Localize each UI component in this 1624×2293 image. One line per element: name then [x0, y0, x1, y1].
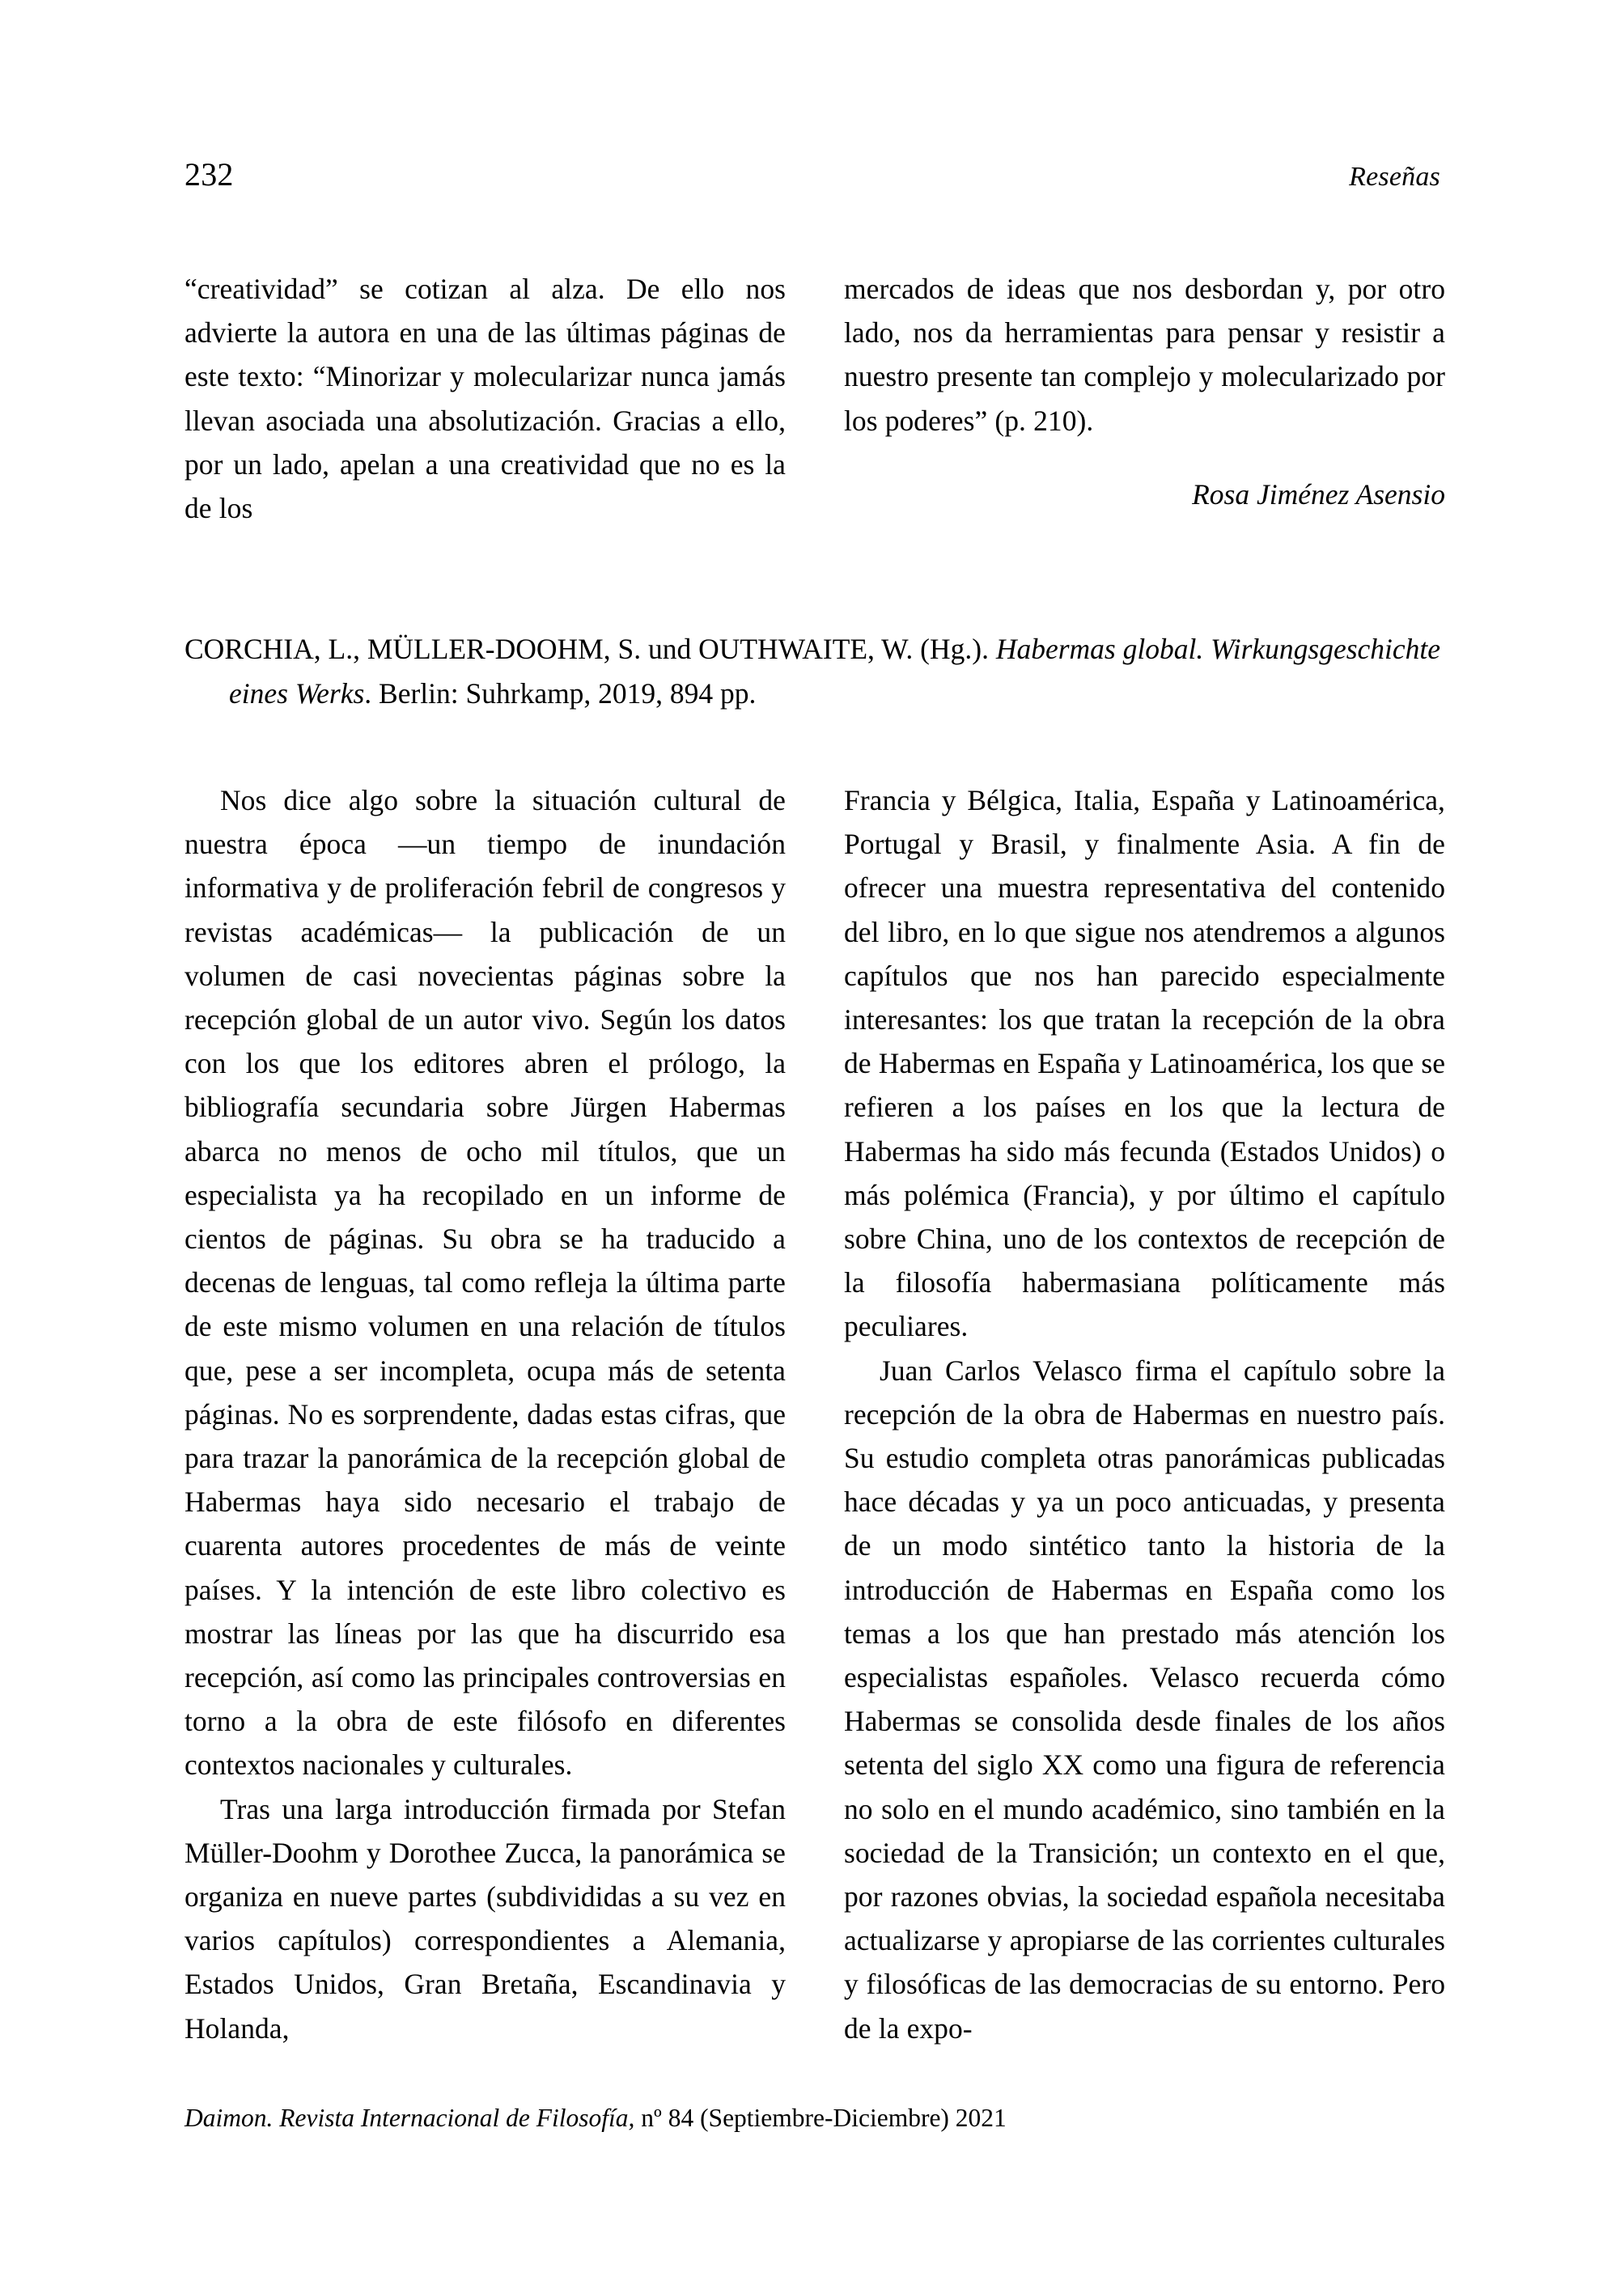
footer-journal-name: Daimon. Revista Internacional de Filosofía,: [184, 2104, 635, 2132]
paragraph: Juan Carlos Velasco firma el capítulo sobre la recepción de la obra de Habermas en nuestro país. Su estudio completa otras panorámicas publicadas hace décadas y ya un poco anticuadas, y presenta de un modo sintético tanto la historia de la introducción de Habermas en España como los temas a los que han prestado más atención los especialistas españoles. Velasco recuerda cómo Habermas se consolida desde finales de los años setenta del siglo XX como una figura de referencia no solo en el mundo académico, sino también en la sociedad de la Transición; un contexto en el que, por razones obvias, la sociedad española necesitaba actualizarse y apropiarse de las corrientes culturales y filosóficas de las democracias de su entorno. Pero de la expo-: [844, 1354, 1445, 2045]
paragraph: Nos dice algo sobre la situación cultural de nuestra época —un tiempo de inundación informativa y de proliferación febril de congresos y revistas académicas— la publicación de un volumen de casi novecientas páginas sobre la recepción global de un autor vivo. Según los datos con los que los editores abren el prólogo, la bibliografía secundaria sobre Jürgen Habermas abarca no menos de ocho mil títulos, que un especialista ya ha recopilado en un informe de cientos de páginas. Su obra se ha traducido a decenas de lenguas, tal como refleja la última parte de este mismo volumen en una relación de títulos que, pese a ser incompleta, ocupa más de setenta páginas. No es sorprendente, dadas estas cifras, que para trazar la panorámica de la recepción global de Habermas haya sido necesario el trabajo de cuarenta autores procedentes de más de veinte países. Y la intención de este libro colectivo es mostrar las líneas por las que ha discurrido esa recepción, así como las principales controversias en torno a la obra de este filósofo en diferentes contextos nacionales y culturales.: [184, 784, 786, 1782]
citation-title-main: Habermas global.: [995, 633, 1204, 665]
running-head-title: Reseñas: [1349, 162, 1440, 192]
running-footer: [184, 2100, 1445, 2136]
citation-title-sub: Wirkungsgeschichte eines Werks: [229, 633, 1441, 710]
body-right-column: [844, 778, 1445, 2049]
page-number: 232: [184, 156, 234, 193]
citation-authors: CORCHIA, L., MÜLLER-DOOHM, S. und OUTHWAITE, W. (Hg.).: [184, 633, 989, 665]
footer-issue: nº 84 (Septiembre-Diciembre) 2021: [634, 2104, 1007, 2132]
body-left-column: [184, 778, 786, 2049]
citation-imprint: . Berlin: Suhrkamp, 2019, 894 pp.: [364, 676, 757, 710]
review-signature: Rosa Jiménez Asensio: [1192, 478, 1445, 511]
paragraph: Tras una larga introducción firmada por Stefan Müller-Doohm y Dorothee Zucca, la panorámica se organiza en nueve partes (subdivididas a su vez en varios capítulos) correspondientes a Alemania, Estados Unidos, Gran Bretaña, Escandinavia y Holanda,: [184, 1792, 786, 2045]
running-head: [184, 156, 1440, 206]
review-body: [184, 778, 1445, 2049]
book-citation-heading: [184, 627, 1490, 715]
paragraph: mercados de ideas que nos desbordan y, por otro lado, nos da herramientas para pensar y resistir a nuestro presente tan complejo y molecularizado por los poderes” (p. 210).: [844, 273, 1445, 437]
paragraph: “creatividad” se cotizan al alza. De ello nos advierte la autora en una de las últimas páginas de este texto: “Minorizar y molecularizar nunca jamás llevan asociada una absolutización. Gracias a ello, por un lado, apelan a una creatividad que no es la de los: [184, 273, 786, 525]
paragraph: Francia y Bélgica, Italia, España y Latinoamérica, Portugal y Brasil, y finalmente Asia. A fin de ofrecer una muestra representativa del contenido del libro, en lo que sigue nos atendremos a algunos capítulos que nos han parecido especialmente interesantes: los que tratan la recepción de la obra de Habermas en España y Latinoamérica, los que se refieren a los países en los que la lectura de Habermas ha sido más fecunda (Estados Unidos) o más polémica (Francia), y por último el capítulo sobre China, uno de los contextos de recepción de la filosofía habermasiana políticamente más peculiares.: [844, 784, 1445, 1343]
